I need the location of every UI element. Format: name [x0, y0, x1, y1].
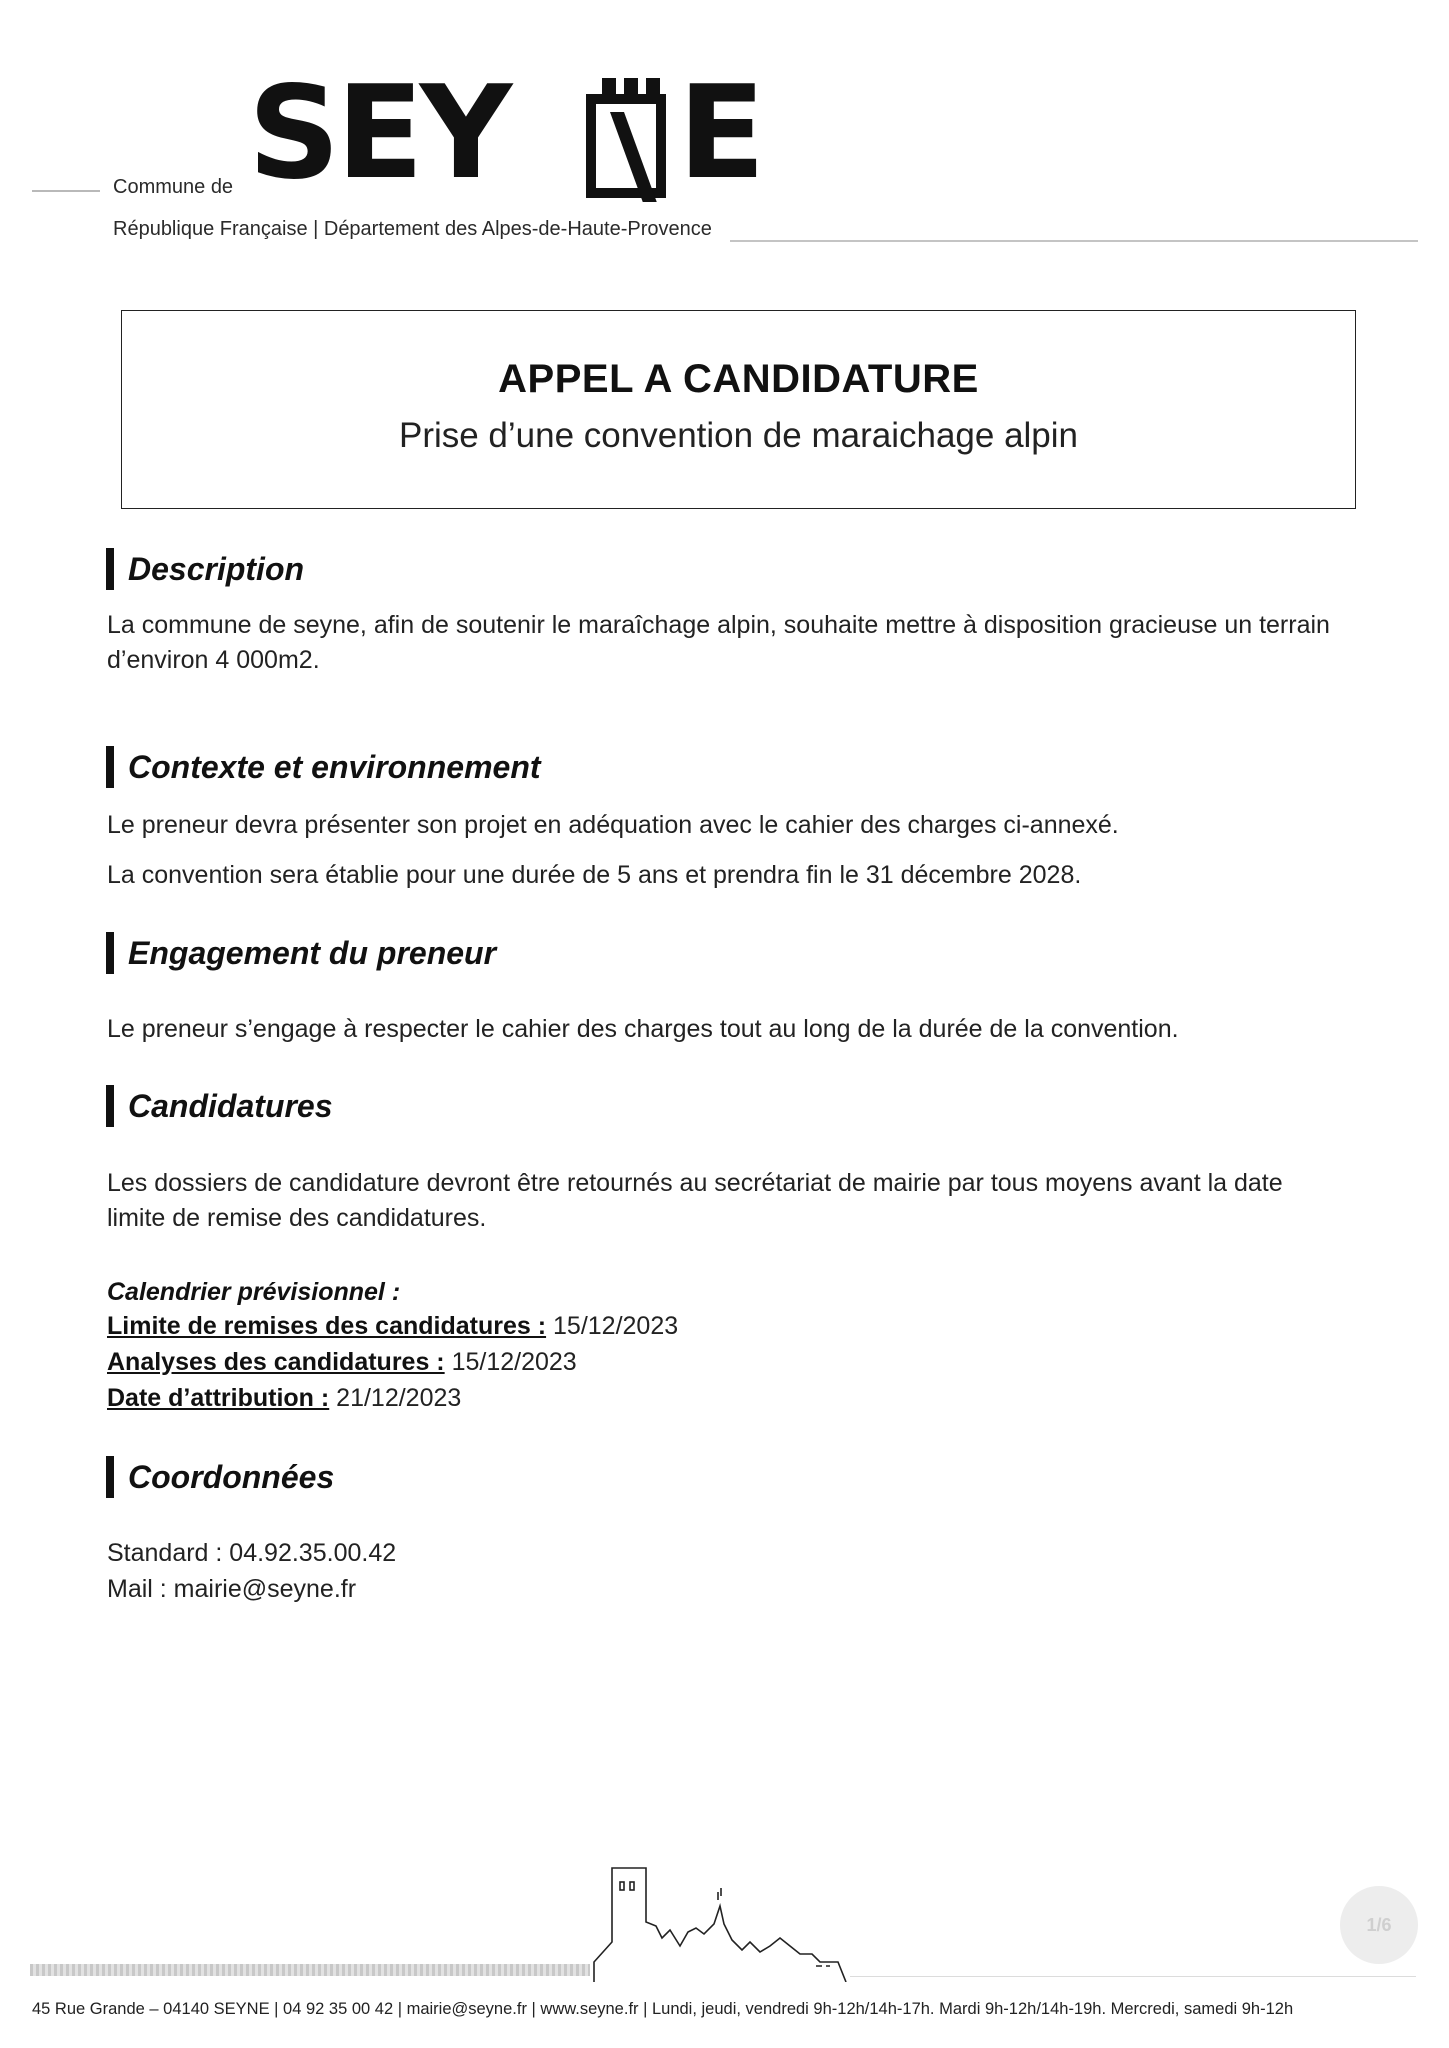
- contexte-paragraph-2: La convention sera établie pour une durée de 5 ans et prendra fin le 31 décembre 2028.: [107, 861, 1082, 889]
- section-marker: [106, 932, 114, 974]
- section-coordonnees-heading: [106, 1456, 334, 1498]
- logo-letter-e: E: [678, 59, 766, 208]
- header-subline: République Française | Département des Alpes-de-Haute-Provence: [113, 218, 712, 240]
- title-box: [121, 310, 1356, 509]
- header-left-rule: [32, 190, 100, 192]
- section-title: Coordonnées: [128, 1458, 335, 1495]
- calendar-row: [107, 1312, 678, 1341]
- contact-mail: Mail : mairie@seyne.fr: [107, 1575, 357, 1603]
- calendar-value: 15/12/2023: [451, 1348, 577, 1376]
- calendar-heading: Calendrier prévisionnel :: [107, 1278, 401, 1306]
- section-marker: [106, 1085, 114, 1127]
- section-title: Candidatures: [128, 1087, 333, 1124]
- calendar-row: [107, 1348, 577, 1377]
- section-title: Description: [128, 550, 305, 587]
- header-right-rule: [730, 240, 1418, 242]
- contexte-paragraph-1: Le preneur devra présenter son projet en adéquation avec le cahier des charges ci-annexé.: [107, 811, 1119, 839]
- footer-band: [30, 1964, 590, 1976]
- calendar-row: [107, 1384, 461, 1413]
- section-marker: [106, 746, 114, 788]
- section-candidatures-heading: [106, 1085, 332, 1127]
- calendar-label: Date d’attribution :: [107, 1384, 330, 1412]
- logo-letters: SEY: [248, 59, 509, 208]
- section-marker: [106, 1456, 114, 1498]
- calendar-value: 15/12/2023: [553, 1312, 679, 1340]
- village-silhouette-icon: [590, 1842, 850, 1982]
- calendar-label: Analyses des candidatures :: [107, 1348, 445, 1376]
- section-contexte-heading: [106, 746, 541, 788]
- seyne-logo: [248, 59, 766, 208]
- commune-prefix: Commune de: [113, 176, 234, 198]
- page-number-badge: 1/6: [1340, 1886, 1418, 1964]
- document-subtitle: Prise d’une convention de maraichage alpin: [398, 416, 1079, 455]
- section-title: Contexte et environnement: [128, 748, 541, 785]
- document-title: APPEL A CANDIDATURE: [498, 357, 979, 401]
- description-text: La commune de seyne, afin de soutenir le maraîchage alpin, souhaite mettre à disposition gracieuse un terrain d’environ 4 000m2.: [107, 611, 1330, 674]
- logo-tower-n: [586, 94, 666, 198]
- section-engagement-heading: [106, 932, 496, 974]
- section-description-heading: [106, 548, 304, 590]
- calendar-value: 21/12/2023: [336, 1384, 462, 1412]
- calendar-label: Limite de remises des candidatures :: [107, 1312, 547, 1340]
- footer-contact-line: 45 Rue Grande – 04140 SEYNE | 04 92 35 00 42 | mairie@seyne.fr | www.seyne.fr | Lundi, jeudi, vendredi 9h-12h/14h-17h. Mardi 9h-12h/14h-19h. Mercredi, samedi 9h-12h: [32, 2000, 1294, 2018]
- section-marker: [106, 548, 114, 590]
- engagement-text: Le preneur s’engage à respecter le cahier des charges tout au long de la durée de la convention.: [107, 1015, 1179, 1043]
- footer-rule: [850, 1976, 1416, 1977]
- contact-standard: Standard : 04.92.35.00.42: [107, 1539, 397, 1567]
- section-title: Engagement du preneur: [128, 934, 497, 971]
- candidatures-text: Les dossiers de candidature devront être retournés au secrétariat de mairie par tous moyens avant la date limite de remise des candidatures.: [107, 1169, 1283, 1232]
